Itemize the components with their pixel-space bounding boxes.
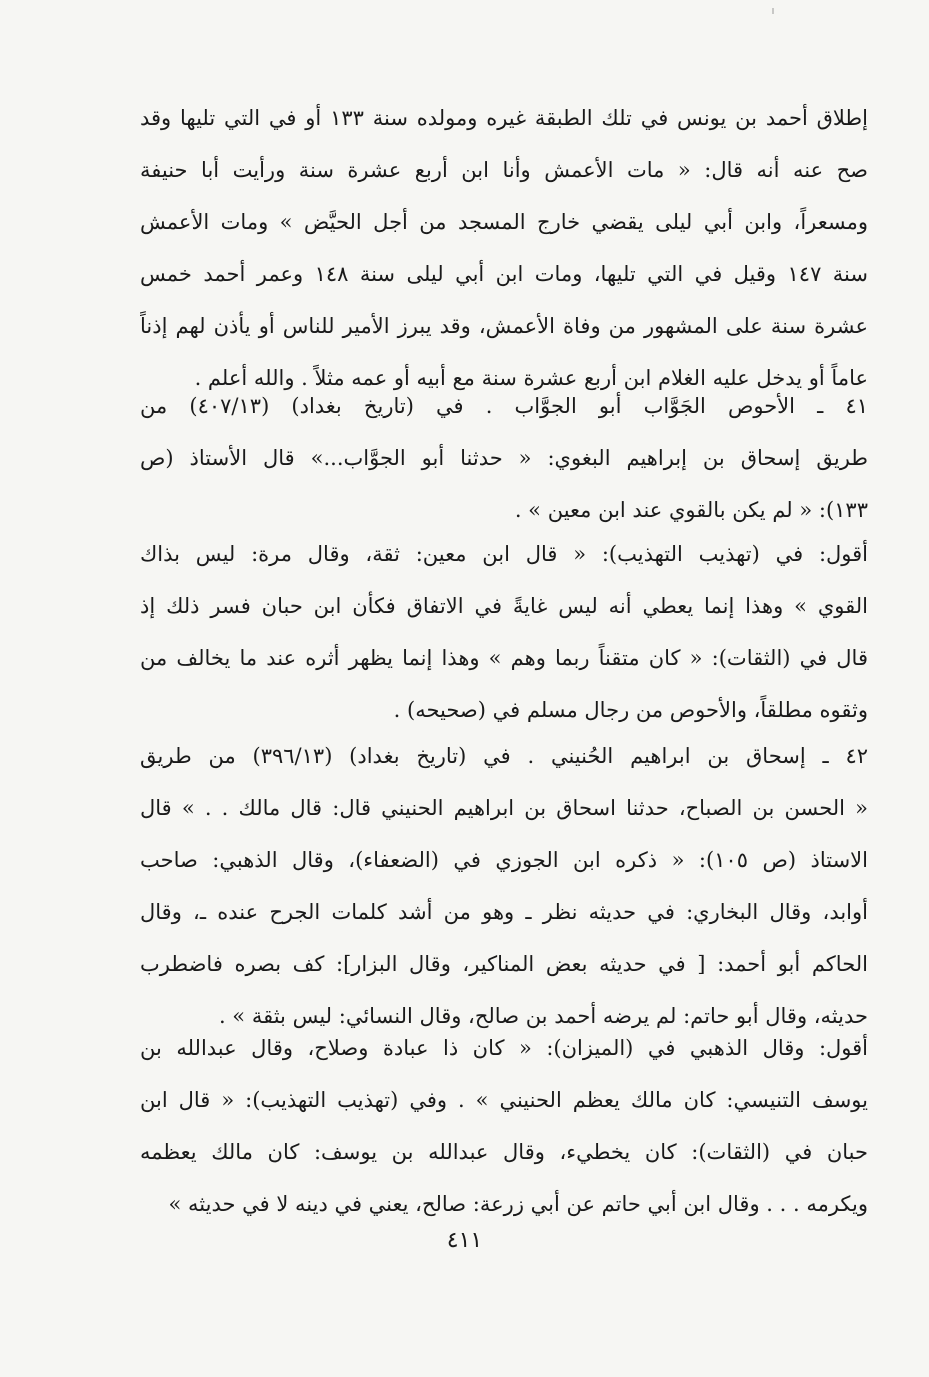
page-number: ٤١١ [446,1228,483,1253]
text-line: إطلاق أحمد بن يونس في تلك الطبقة غيره ومولده سنة ١٣٣ أو في التي تليها وقد [140,106,868,130]
text-line: « الحسن بن الصباح، حدثنا اسحاق بن ابراهيم الحنيني قال: قال مالك . . » قال [140,796,868,820]
entry-42 [140,730,868,1042]
text-line: قال في (الثقات): « كان متقناً ربما وهم » وهذا إنما يظهر أثره عند ما يخالف من [140,646,868,670]
text-line: ١٣٣): « لم يكن بالقوي عند ابن معين » . [514,498,868,522]
text-line: القوي » وهذا إنما يعطي أنه ليس غايةً في الاتفاق فكأن ابن حبان فسر ذلك إذ [140,594,868,618]
text-line: أقول: وقال الذهبي في (الميزان): « كان ذا عبادة وصلاح، وقال عبدالله بن [140,1036,868,1060]
text-line: يوسف التنيسي: كان مالك يعظم الحنيني » . وفي (تهذيب التهذيب): « قال ابن [140,1088,868,1112]
text-line: أقول: في (تهذيب التهذيب): « قال ابن معين: ثقة، وقال مرة: ليس بذاك [140,542,868,566]
scan-speck [772,8,774,14]
text-line: الاستاذ (ص ١٠٥): « ذكره ابن الجوزي في (الضعفاء)، وقال الذهبي: صاحب [140,848,868,872]
text-line: عاماً أو يدخل عليه الغلام ابن أربع عشرة سنة مع أبيه أو عمه مثلاً . والله أعلم . [194,366,868,390]
entry-heading-line: ٤٢ ـ إسحاق بن ابراهيم الحُنيني . في (تاريخ بغداد) (٣٩٦/١٣) من طريق [140,744,868,768]
commentary-42 [140,1022,868,1230]
text-line: حديثه، وقال أبو حاتم: لم يرضه أحمد بن صالح، وقال النسائي: ليس بثقة » . [218,1004,868,1028]
text-line: ويكرمه . . . وقال ابن أبي حاتم عن أبي زرعة: صالح، يعني في دينه لا في حديثه » [168,1192,868,1216]
entry-41 [140,380,868,536]
text-line: طريق إسحاق بن إبراهيم البغوي: « حدثنا أبو الجوَّاب...» قال الأستاذ (ص [140,446,868,470]
text-line: حبان في (الثقات): كان يخطيء، وقال عبدالله بن يوسف: كان مالك يعظمه [140,1140,868,1164]
text-line: الحاكم أبو أحمد: [ في حديثه بعض المناكير، وقال البزار]: كف بصره فاضطرب [140,952,868,976]
entry-heading-line: ٤١ ـ الأحوص الجَوَّاب أبو الجوَّاب . في (تاريخ بغداد) (٤٠٧/١٣) من [140,394,868,418]
text-line: سنة ١٤٧ وقيل في التي تليها، ومات ابن أبي ليلى سنة ١٤٨ وعمر أحمد خمس [140,262,868,286]
text-line: عشرة سنة على المشهور من وفاة الأعمش، وقد يبرز الأمير للناس أو يأذن لهم إذناً [140,314,868,338]
paragraph-continuation [140,92,868,404]
text-line: وثقوه مطلقاً، والأحوص من رجال مسلم في (صحيحه) . [393,698,868,722]
text-line: صح عنه أنه قال: « مات الأعمش وأنا ابن أربع عشرة سنة ورأيت أبا حنيفة [140,158,868,182]
commentary-41 [140,528,868,736]
text-line: ومسعراً، وابن أبي ليلى يقضي خارج المسجد من أجل الحيَّض » ومات الأعمش [140,210,868,234]
text-line: أوابد، وقال البخاري: في حديثه نظر ـ وهو من أشد كلمات الجرح عنده ـ، وقال [140,900,868,924]
